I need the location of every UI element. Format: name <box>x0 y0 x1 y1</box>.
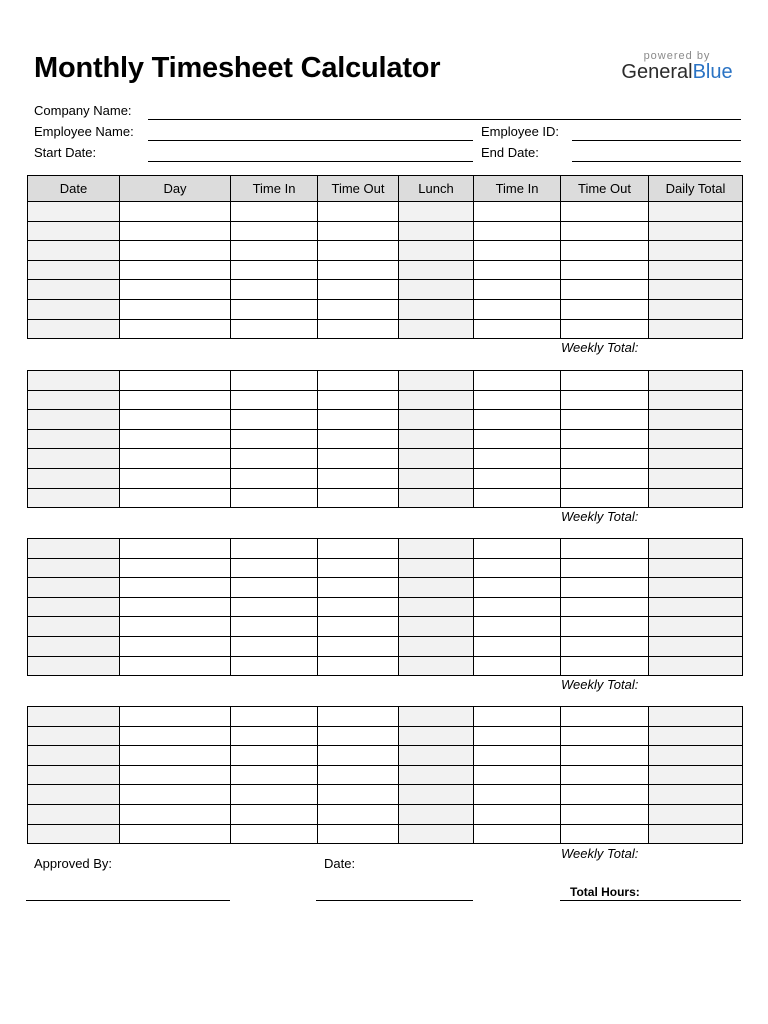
cell-time-out-2[interactable] <box>561 241 649 261</box>
cell-daily-total[interactable] <box>649 410 743 430</box>
cell-lunch[interactable] <box>399 785 474 805</box>
cell-time-in-2[interactable] <box>474 410 561 430</box>
cell-date[interactable] <box>28 390 120 410</box>
cell-lunch[interactable] <box>399 707 474 727</box>
weekly-total-label: Weekly Total: <box>561 846 639 861</box>
cell-day[interactable] <box>120 726 231 746</box>
cell-time-out-2[interactable] <box>561 319 649 339</box>
table-row <box>28 785 743 805</box>
cell-time-in-2[interactable] <box>474 656 561 676</box>
cell-lunch[interactable] <box>399 241 474 261</box>
cell-time-out-2[interactable] <box>561 410 649 430</box>
cell-daily-total[interactable] <box>649 390 743 410</box>
cell-day[interactable] <box>120 468 231 488</box>
cell-time-out[interactable] <box>318 260 399 280</box>
cell-time-out-2[interactable] <box>561 280 649 300</box>
column-header-day: Day <box>120 176 231 202</box>
cell-time-in-2[interactable] <box>474 488 561 508</box>
cell-time-in[interactable] <box>231 299 318 319</box>
column-header-lunch: Lunch <box>399 176 474 202</box>
cell-time-out[interactable] <box>318 539 399 559</box>
cell-time-in[interactable] <box>231 468 318 488</box>
cell-date[interactable] <box>28 260 120 280</box>
week-table <box>27 370 743 508</box>
week-body <box>28 707 743 844</box>
cell-lunch[interactable] <box>399 221 474 241</box>
cell-day[interactable] <box>120 824 231 844</box>
cell-day[interactable] <box>120 765 231 785</box>
cell-lunch[interactable] <box>399 202 474 222</box>
cell-daily-total[interactable] <box>649 707 743 727</box>
brand-name-blue: Blue <box>692 61 733 83</box>
table-row <box>28 707 743 727</box>
table-row <box>28 765 743 785</box>
cell-time-in-2[interactable] <box>474 785 561 805</box>
cell-day[interactable] <box>120 558 231 578</box>
employee-id-label: Employee ID: <box>481 124 560 139</box>
table-row <box>28 371 743 391</box>
powered-by-text: powered by <box>643 50 711 62</box>
cell-time-out-2[interactable] <box>561 468 649 488</box>
cell-time-in[interactable] <box>231 221 318 241</box>
cell-time-in[interactable] <box>231 824 318 844</box>
company-name-label: Company Name: <box>34 103 132 118</box>
company-name-field[interactable] <box>148 119 741 120</box>
cell-daily-total[interactable] <box>649 558 743 578</box>
cell-time-in-2[interactable] <box>474 746 561 766</box>
cell-date[interactable] <box>28 824 120 844</box>
start-date-label: Start Date: <box>34 145 97 160</box>
cell-time-out-2[interactable] <box>561 726 649 746</box>
table-row <box>28 488 743 508</box>
cell-daily-total[interactable] <box>649 319 743 339</box>
cell-lunch[interactable] <box>399 299 474 319</box>
cell-time-in-2[interactable] <box>474 578 561 598</box>
cell-lunch[interactable] <box>399 578 474 598</box>
cell-day[interactable] <box>120 656 231 676</box>
table-row <box>28 299 743 319</box>
cell-day[interactable] <box>120 299 231 319</box>
cell-time-in-2[interactable] <box>474 539 561 559</box>
brand-name <box>616 61 738 84</box>
cell-lunch[interactable] <box>399 488 474 508</box>
cell-time-in[interactable] <box>231 429 318 449</box>
weekly-total-label: Weekly Total: <box>561 677 639 692</box>
cell-daily-total[interactable] <box>649 299 743 319</box>
cell-time-in-2[interactable] <box>474 319 561 339</box>
cell-time-in[interactable] <box>231 390 318 410</box>
table-row <box>28 656 743 676</box>
brand-name-general: General <box>621 61 693 83</box>
cell-time-out-2[interactable] <box>561 488 649 508</box>
cell-lunch[interactable] <box>399 260 474 280</box>
cell-daily-total[interactable] <box>649 221 743 241</box>
cell-lunch[interactable] <box>399 390 474 410</box>
cell-day[interactable] <box>120 746 231 766</box>
column-header-time-out-2: Time Out <box>561 176 649 202</box>
cell-time-in-2[interactable] <box>474 597 561 617</box>
cell-date[interactable] <box>28 280 120 300</box>
cell-time-out[interactable] <box>318 765 399 785</box>
cell-date[interactable] <box>28 558 120 578</box>
cell-time-out[interactable] <box>318 202 399 222</box>
cell-date[interactable] <box>28 617 120 637</box>
cell-time-in[interactable] <box>231 260 318 280</box>
table-row <box>28 726 743 746</box>
cell-day[interactable] <box>120 707 231 727</box>
column-header-time-in-2: Time In <box>474 176 561 202</box>
cell-day[interactable] <box>120 804 231 824</box>
employee-name-label: Employee Name: <box>34 124 134 139</box>
cell-time-in[interactable] <box>231 280 318 300</box>
cell-date[interactable] <box>28 319 120 339</box>
cell-time-in-2[interactable] <box>474 299 561 319</box>
cell-daily-total[interactable] <box>649 765 743 785</box>
cell-time-in-2[interactable] <box>474 804 561 824</box>
cell-date[interactable] <box>28 636 120 656</box>
cell-time-in-2[interactable] <box>474 371 561 391</box>
cell-day[interactable] <box>120 429 231 449</box>
cell-time-out[interactable] <box>318 429 399 449</box>
cell-lunch[interactable] <box>399 449 474 469</box>
table-row <box>28 824 743 844</box>
cell-time-in[interactable] <box>231 726 318 746</box>
cell-time-out-2[interactable] <box>561 371 649 391</box>
cell-day[interactable] <box>120 319 231 339</box>
cell-time-out-2[interactable] <box>561 746 649 766</box>
table-row <box>28 597 743 617</box>
table-row <box>28 804 743 824</box>
cell-lunch[interactable] <box>399 726 474 746</box>
cell-time-in-2[interactable] <box>474 726 561 746</box>
cell-time-in[interactable] <box>231 597 318 617</box>
cell-time-in[interactable] <box>231 488 318 508</box>
cell-day[interactable] <box>120 410 231 430</box>
cell-time-out[interactable] <box>318 824 399 844</box>
cell-date[interactable] <box>28 449 120 469</box>
cell-day[interactable] <box>120 260 231 280</box>
cell-time-out-2[interactable] <box>561 299 649 319</box>
cell-time-out-2[interactable] <box>561 390 649 410</box>
cell-date[interactable] <box>28 804 120 824</box>
table-header-row <box>28 176 743 202</box>
table-row <box>28 468 743 488</box>
cell-time-in[interactable] <box>231 656 318 676</box>
cell-time-out-2[interactable] <box>561 260 649 280</box>
cell-daily-total[interactable] <box>649 824 743 844</box>
cell-time-in[interactable] <box>231 636 318 656</box>
total-hours-line[interactable] <box>560 900 741 901</box>
cell-time-out[interactable] <box>318 468 399 488</box>
cell-time-out-2[interactable] <box>561 578 649 598</box>
cell-day[interactable] <box>120 390 231 410</box>
cell-lunch[interactable] <box>399 746 474 766</box>
cell-date[interactable] <box>28 299 120 319</box>
approved-by-signature-line[interactable] <box>26 900 230 901</box>
cell-time-in-2[interactable] <box>474 558 561 578</box>
cell-time-in[interactable] <box>231 707 318 727</box>
cell-time-out[interactable] <box>318 280 399 300</box>
cell-time-in-2[interactable] <box>474 617 561 637</box>
cell-lunch[interactable] <box>399 617 474 637</box>
approved-by-label: Approved By: <box>34 856 113 871</box>
cell-date[interactable] <box>28 726 120 746</box>
approval-date-line[interactable] <box>316 900 473 901</box>
cell-time-out[interactable] <box>318 597 399 617</box>
cell-time-out[interactable] <box>318 449 399 469</box>
cell-time-out[interactable] <box>318 707 399 727</box>
cell-time-out-2[interactable] <box>561 597 649 617</box>
cell-lunch[interactable] <box>399 824 474 844</box>
cell-time-in-2[interactable] <box>474 449 561 469</box>
end-date-label: End Date: <box>481 145 539 160</box>
cell-time-out[interactable] <box>318 804 399 824</box>
cell-daily-total[interactable] <box>649 597 743 617</box>
cell-time-out-2[interactable] <box>561 202 649 222</box>
cell-time-out[interactable] <box>318 558 399 578</box>
cell-time-in-2[interactable] <box>474 765 561 785</box>
cell-daily-total[interactable] <box>649 746 743 766</box>
week-table <box>27 175 743 339</box>
approval-date-label: Date: <box>324 856 356 871</box>
cell-time-out-2[interactable] <box>561 765 649 785</box>
cell-daily-total[interactable] <box>649 280 743 300</box>
cell-day[interactable] <box>120 597 231 617</box>
weekly-total-label: Weekly Total: <box>561 340 639 355</box>
table-row <box>28 280 743 300</box>
cell-date[interactable] <box>28 221 120 241</box>
week-body <box>28 371 743 508</box>
column-header-time-in: Time In <box>231 176 318 202</box>
cell-time-in-2[interactable] <box>474 241 561 261</box>
cell-time-out-2[interactable] <box>561 824 649 844</box>
cell-time-out[interactable] <box>318 299 399 319</box>
column-header-date: Date <box>28 176 120 202</box>
cell-lunch[interactable] <box>399 636 474 656</box>
cell-time-out[interactable] <box>318 488 399 508</box>
total-hours-label: Total Hours: <box>570 885 640 899</box>
cell-lunch[interactable] <box>399 765 474 785</box>
cell-date[interactable] <box>28 539 120 559</box>
table-row <box>28 390 743 410</box>
cell-time-in[interactable] <box>231 558 318 578</box>
cell-time-out[interactable] <box>318 578 399 598</box>
cell-day[interactable] <box>120 202 231 222</box>
cell-date[interactable] <box>28 429 120 449</box>
cell-day[interactable] <box>120 785 231 805</box>
cell-daily-total[interactable] <box>649 539 743 559</box>
cell-daily-total[interactable] <box>649 468 743 488</box>
cell-date[interactable] <box>28 410 120 430</box>
employee-name-field[interactable] <box>148 140 473 141</box>
cell-time-in[interactable] <box>231 241 318 261</box>
cell-lunch[interactable] <box>399 804 474 824</box>
cell-time-out[interactable] <box>318 390 399 410</box>
cell-time-out-2[interactable] <box>561 707 649 727</box>
cell-date[interactable] <box>28 597 120 617</box>
cell-day[interactable] <box>120 221 231 241</box>
cell-time-out[interactable] <box>318 241 399 261</box>
cell-time-in[interactable] <box>231 371 318 391</box>
table-row <box>28 578 743 598</box>
cell-daily-total[interactable] <box>649 260 743 280</box>
cell-time-out[interactable] <box>318 656 399 676</box>
cell-time-out[interactable] <box>318 617 399 637</box>
table-row <box>28 221 743 241</box>
cell-day[interactable] <box>120 280 231 300</box>
cell-time-in-2[interactable] <box>474 221 561 241</box>
cell-day[interactable] <box>120 449 231 469</box>
cell-date[interactable] <box>28 707 120 727</box>
cell-day[interactable] <box>120 539 231 559</box>
cell-date[interactable] <box>28 765 120 785</box>
table-row <box>28 558 743 578</box>
cell-time-out[interactable] <box>318 371 399 391</box>
cell-time-in[interactable] <box>231 746 318 766</box>
cell-daily-total[interactable] <box>649 726 743 746</box>
cell-time-out[interactable] <box>318 726 399 746</box>
cell-time-in-2[interactable] <box>474 707 561 727</box>
table-row <box>28 617 743 637</box>
cell-date[interactable] <box>28 746 120 766</box>
cell-time-in-2[interactable] <box>474 280 561 300</box>
column-header-time-out: Time Out <box>318 176 399 202</box>
cell-time-in[interactable] <box>231 578 318 598</box>
cell-time-out-2[interactable] <box>561 636 649 656</box>
cell-date[interactable] <box>28 656 120 676</box>
column-header-daily-total: Daily Total <box>649 176 743 202</box>
cell-lunch[interactable] <box>399 539 474 559</box>
cell-daily-total[interactable] <box>649 241 743 261</box>
cell-time-out[interactable] <box>318 410 399 430</box>
page-title: Monthly Timesheet Calculator <box>34 52 441 84</box>
cell-daily-total[interactable] <box>649 617 743 637</box>
cell-time-in-2[interactable] <box>474 429 561 449</box>
cell-daily-total[interactable] <box>649 429 743 449</box>
table-row <box>28 636 743 656</box>
cell-lunch[interactable] <box>399 319 474 339</box>
table-row <box>28 429 743 449</box>
cell-date[interactable] <box>28 241 120 261</box>
cell-daily-total[interactable] <box>649 804 743 824</box>
cell-time-in-2[interactable] <box>474 202 561 222</box>
week-table <box>27 538 743 676</box>
cell-time-in[interactable] <box>231 410 318 430</box>
table-row <box>28 539 743 559</box>
cell-time-in-2[interactable] <box>474 636 561 656</box>
week-body <box>28 539 743 676</box>
cell-time-in[interactable] <box>231 617 318 637</box>
cell-time-out-2[interactable] <box>561 221 649 241</box>
cell-time-out-2[interactable] <box>561 539 649 559</box>
cell-date[interactable] <box>28 202 120 222</box>
weekly-total-label: Weekly Total: <box>561 509 639 524</box>
end-date-field[interactable] <box>572 161 741 162</box>
cell-time-in[interactable] <box>231 804 318 824</box>
cell-time-out[interactable] <box>318 221 399 241</box>
cell-daily-total[interactable] <box>649 488 743 508</box>
cell-lunch[interactable] <box>399 656 474 676</box>
cell-lunch[interactable] <box>399 280 474 300</box>
table-row <box>28 260 743 280</box>
cell-day[interactable] <box>120 578 231 598</box>
week-body <box>28 202 743 339</box>
cell-time-in[interactable] <box>231 319 318 339</box>
cell-daily-total[interactable] <box>649 578 743 598</box>
cell-day[interactable] <box>120 371 231 391</box>
cell-date[interactable] <box>28 578 120 598</box>
table-row <box>28 746 743 766</box>
cell-date[interactable] <box>28 371 120 391</box>
cell-daily-total[interactable] <box>649 449 743 469</box>
cell-date[interactable] <box>28 785 120 805</box>
cell-time-in[interactable] <box>231 202 318 222</box>
cell-daily-total[interactable] <box>649 785 743 805</box>
cell-date[interactable] <box>28 488 120 508</box>
cell-time-in-2[interactable] <box>474 824 561 844</box>
cell-daily-total[interactable] <box>649 202 743 222</box>
cell-time-in[interactable] <box>231 785 318 805</box>
table-row <box>28 202 743 222</box>
brand-logo <box>616 50 738 84</box>
cell-lunch[interactable] <box>399 429 474 449</box>
cell-time-out[interactable] <box>318 746 399 766</box>
cell-day[interactable] <box>120 488 231 508</box>
cell-time-in-2[interactable] <box>474 468 561 488</box>
cell-lunch[interactable] <box>399 558 474 578</box>
cell-time-out-2[interactable] <box>561 656 649 676</box>
table-row <box>28 319 743 339</box>
cell-time-out[interactable] <box>318 636 399 656</box>
cell-time-in-2[interactable] <box>474 390 561 410</box>
cell-time-out-2[interactable] <box>561 429 649 449</box>
cell-day[interactable] <box>120 241 231 261</box>
cell-time-in-2[interactable] <box>474 260 561 280</box>
cell-time-out[interactable] <box>318 319 399 339</box>
table-row <box>28 410 743 430</box>
cell-lunch[interactable] <box>399 371 474 391</box>
cell-daily-total[interactable] <box>649 371 743 391</box>
cell-time-in[interactable] <box>231 765 318 785</box>
employee-id-field[interactable] <box>572 140 741 141</box>
cell-lunch[interactable] <box>399 468 474 488</box>
cell-lunch[interactable] <box>399 597 474 617</box>
week-table <box>27 706 743 844</box>
cell-day[interactable] <box>120 617 231 637</box>
cell-time-out-2[interactable] <box>561 449 649 469</box>
start-date-field[interactable] <box>148 161 473 162</box>
cell-time-in[interactable] <box>231 449 318 469</box>
cell-time-in[interactable] <box>231 539 318 559</box>
cell-time-out-2[interactable] <box>561 804 649 824</box>
table-row <box>28 449 743 469</box>
cell-time-out-2[interactable] <box>561 558 649 578</box>
cell-daily-total[interactable] <box>649 656 743 676</box>
cell-time-out-2[interactable] <box>561 617 649 637</box>
cell-daily-total[interactable] <box>649 636 743 656</box>
cell-lunch[interactable] <box>399 410 474 430</box>
cell-day[interactable] <box>120 636 231 656</box>
cell-time-out-2[interactable] <box>561 785 649 805</box>
cell-time-out[interactable] <box>318 785 399 805</box>
table-row <box>28 241 743 261</box>
cell-date[interactable] <box>28 468 120 488</box>
